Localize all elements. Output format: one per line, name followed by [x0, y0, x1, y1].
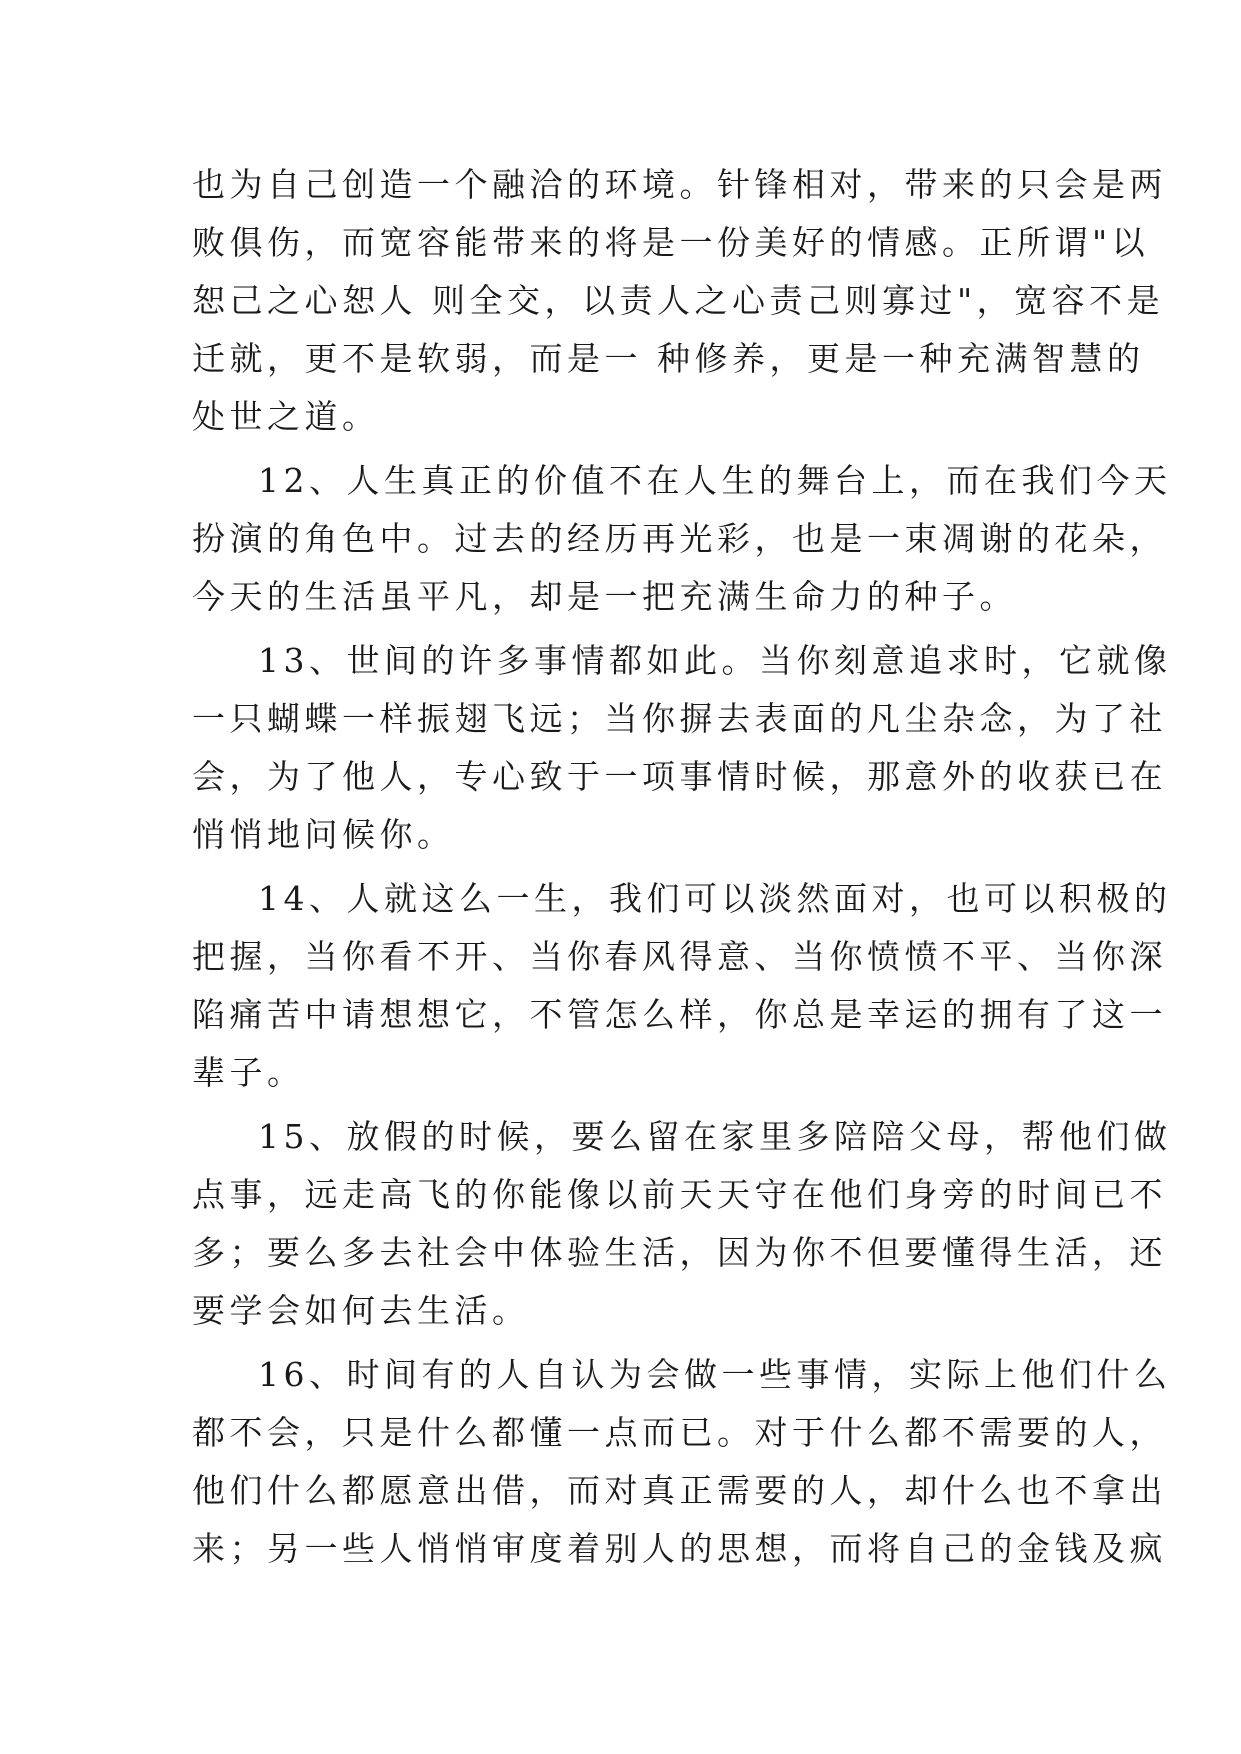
text-line: 处世之道。	[192, 397, 380, 436]
document-body	[192, 156, 1172, 1584]
text-line: 扮演的角色中。过去的经历再光彩，也是一束凋谢的花朵，	[192, 519, 1167, 558]
text-line: 会，为了他人，专心致于一项事情时候，那意外的收获已在	[192, 757, 1167, 796]
text-line: 来；另一些人悄悄审度着别人的思想，而将自己的金钱及疯	[192, 1529, 1167, 1568]
paragraph-14	[192, 870, 1172, 1102]
text-line: 15、放假的时候，要么留在家里多陪陪父母，帮他们做	[258, 1117, 1172, 1156]
text-line: 辈子。	[192, 1053, 305, 1092]
text-line: 把握，当你看不开、当你春风得意、当你愤愤不平、当你深	[192, 937, 1167, 976]
paragraph-12	[192, 452, 1172, 626]
paragraph-16	[192, 1346, 1172, 1578]
text-line: 迁就，更不是软弱，而是一 种修养，更是一种充满智慧的	[192, 339, 1145, 378]
text-line: 都不会，只是什么都懂一点而已。对于什么都不需要的人，	[192, 1413, 1167, 1452]
text-line: 恕己之心恕人 则全交，以责人之心责己则寡过"，宽容不是	[192, 281, 1165, 320]
text-line: 点事，远走高飞的你能像以前天天守在他们身旁的时间已不	[192, 1175, 1167, 1214]
text-line: 陷痛苦中请想想它，不管怎么样，你总是幸运的拥有了这一	[192, 995, 1167, 1034]
text-line: 也为自己创造一个融洽的环境。针锋相对，带来的只会是两	[192, 165, 1167, 204]
text-line: 今天的生活虽平凡，却是一把充满生命力的种子。	[192, 577, 1017, 616]
text-line: 要学会如何去生活。	[192, 1291, 530, 1330]
text-line: 他们什么都愿意出借，而对真正需要的人，却什么也不拿出	[192, 1471, 1167, 1510]
text-line: 14、人就这么一生，我们可以淡然面对，也可以积极的	[258, 879, 1172, 918]
text-line: 16、时间有的人自认为会做一些事情，实际上他们什么	[258, 1355, 1172, 1394]
paragraph-continuation	[192, 156, 1167, 446]
text-line: 败俱伤，而宽容能带来的将是一份美好的情感。正所谓"以	[192, 223, 1150, 262]
text-line: 13、世间的许多事情都如此。当你刻意追求时，它就像	[258, 641, 1172, 680]
paragraph-15	[192, 1108, 1172, 1340]
text-line: 多；要么多去社会中体验生活，因为你不但要懂得生活，还	[192, 1233, 1167, 1272]
text-line: 12、人生真正的价值不在人生的舞台上，而在我们今天	[258, 461, 1172, 500]
text-line: 一只蝴蝶一样振翅飞远；当你摒去表面的凡尘杂念，为了社	[192, 699, 1167, 738]
paragraph-13	[192, 632, 1172, 864]
text-line: 悄悄地问候你。	[192, 815, 455, 854]
